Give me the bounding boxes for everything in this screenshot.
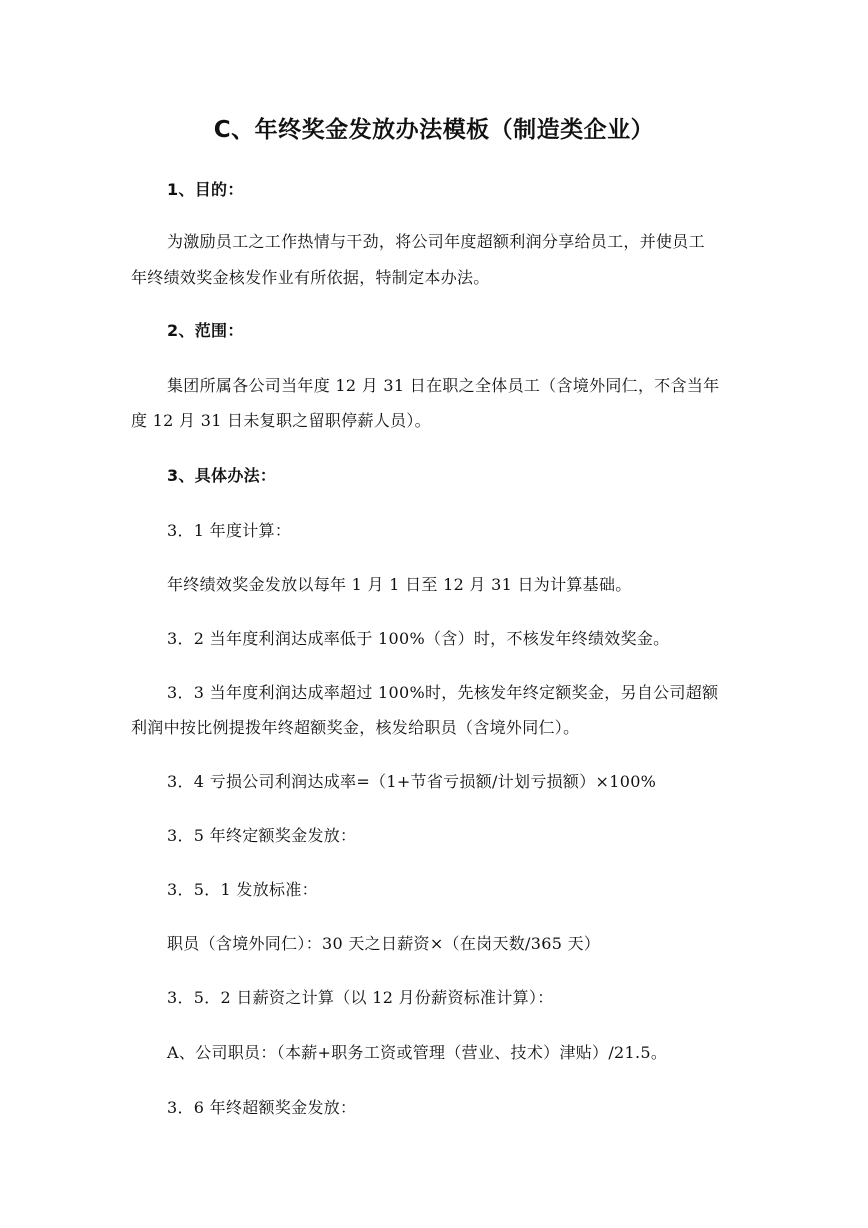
paragraph-line: 3．5．1 发放标准： — [167, 880, 318, 899]
section-heading-scope: 2、范围： — [167, 321, 244, 340]
paragraph-line: 3．4 亏损公司利润达成率=（1+节省亏损额/计划亏损额）×100% — [167, 772, 657, 791]
paragraph-line: 职员（含境外同仁）：30 天之日薪资×（在岗天数/365 天） — [167, 934, 601, 953]
paragraph-line: 年终绩效奖金核发作业有所依据，特制定本办法。 — [131, 268, 490, 287]
paragraph-line: 3．1 年度计算： — [167, 521, 292, 540]
paragraph-line: A、公司职员：（本薪+职务工资或管理（营业、技术）津贴）/21.5。 — [167, 1043, 668, 1062]
paragraph-line: 3．5．2 日薪资之计算（以 12 月份薪资标准计算）： — [167, 988, 554, 1007]
paragraph-line: 3．2 当年度利润达成率低于 100%（含）时，不核发年终绩效奖金。 — [167, 629, 670, 648]
paragraph-line: 为激励员工之工作热情与干劲，将公司年度超额利润分享给员工，并使员工 — [167, 232, 705, 251]
paragraph-line: 3．3 当年度利润达成率超过 100%时，先核发年终定额奖金，另自公司超额 — [167, 683, 719, 702]
paragraph-line: 度 12 月 31 日未复职之留职停薪人员）。 — [131, 411, 431, 430]
section-heading-purpose: 1、目的： — [167, 180, 244, 199]
paragraph-line: 3．5 年终定额奖金发放： — [167, 826, 357, 845]
paragraph-line: 3．6 年终超额奖金发放： — [167, 1098, 357, 1117]
paragraph-line: 年终绩效奖金发放以每年 1 月 1 日至 12 月 31 日为计算基础。 — [167, 575, 632, 594]
document-title: C、年终奖金发放办法模板（制造类企业） — [213, 117, 655, 143]
paragraph-line: 利润中按比例提拨年终超额奖金，核发给职员（含境外同仁）。 — [131, 718, 580, 737]
section-heading-methods: 3、具体办法： — [167, 466, 277, 485]
paragraph-line: 集团所属各公司当年度 12 月 31 日在职之全体员工（含境外同仁，不含当年 — [167, 376, 720, 395]
